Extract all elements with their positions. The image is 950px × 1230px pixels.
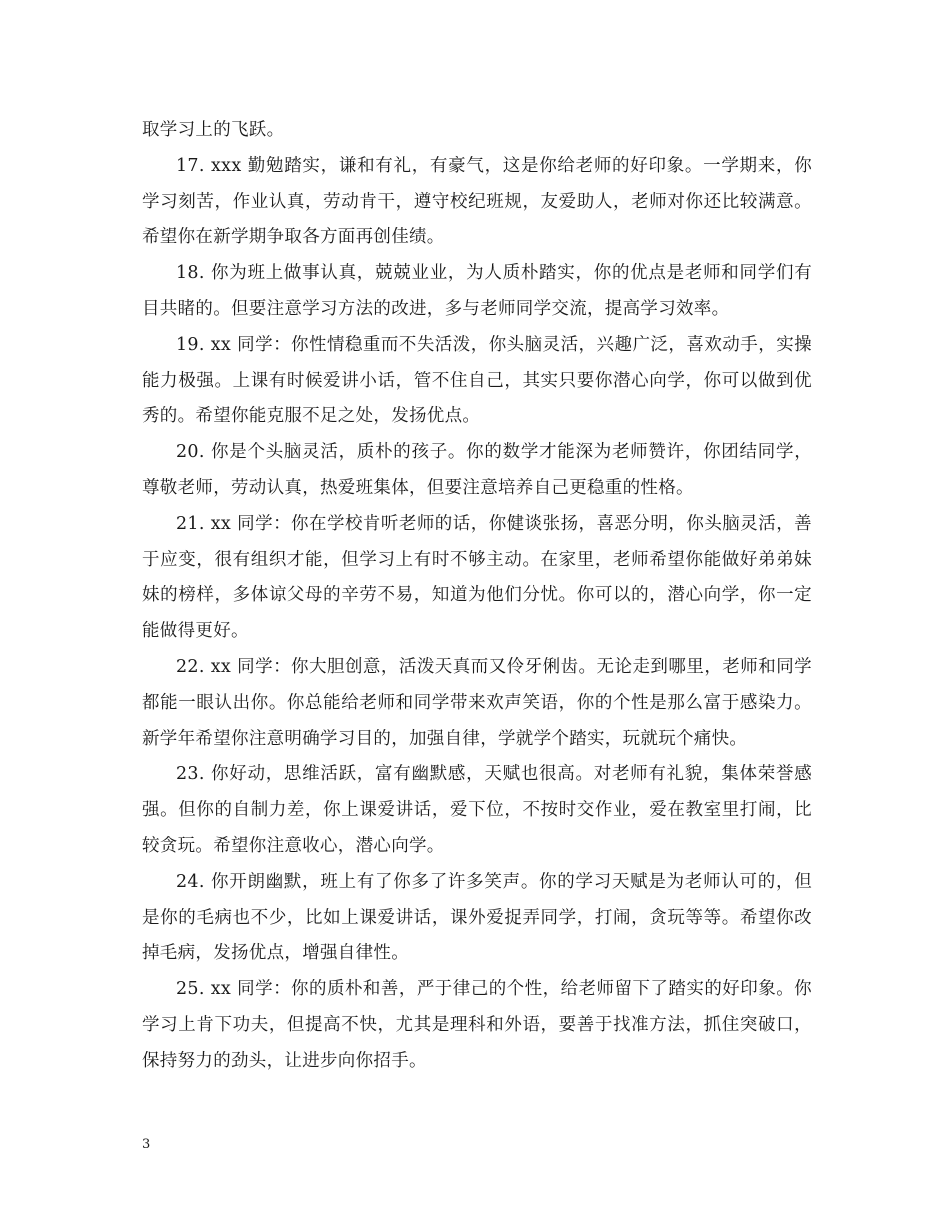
page-number: 3 <box>142 1137 151 1152</box>
comment-paragraph-22: 22. xx 同学：你大胆创意，活泼天真而又伶牙俐齿。无论走到哪里，老师和同学都能一眼认出你。你总能给老师和同学带来欢声笑语，你的个性是那么富于感染力。新学年希望你注意明确学习目的，加强自律，学就学个踏实，玩就玩个痛快。 <box>142 656 812 749</box>
comment-paragraph-18: 18. 你为班上做事认真，兢兢业业，为人质朴踏实，你的优点是老师和同学们有目共睹的。但要注意学习方法的改进，多与老师同学交流，提高学习效率。 <box>142 263 812 319</box>
page-body <box>142 113 812 1080</box>
comment-paragraph-24: 24. 你开朗幽默，班上有了你多了许多笑声。你的学习天赋是为老师认可的，但是你的毛病也不少，比如上课爱讲话，课外爱捉弄同学，打闹，贪玩等等。希望你改掉毛病，发扬优点，增强自律性。 <box>142 871 812 964</box>
comment-paragraph-19: 19. xx 同学：你性情稳重而不失活泼，你头脑灵活，兴趣广泛，喜欢动手，实操能力极强。上课有时候爱讲小话，管不住自己，其实只要你潜心向学，你可以做到优秀的。希望你能克服不足之处，发扬优点。 <box>142 334 812 427</box>
comment-paragraph-20: 20. 你是个头脑灵活，质朴的孩子。你的数学才能深为老师赞许，你团结同学，尊敬老师，劳动认真，热爱班集体，但要注意培养自己更稳重的性格。 <box>142 442 812 498</box>
comment-paragraph-25: 25. xx 同学：你的质朴和善，严于律己的个性，给老师留下了踏实的好印象。你学习上肯下功夫，但提高不快，尤其是理科和外语，要善于找准方法，抓住突破口，保持努力的劲头，让进步向你招手。 <box>142 979 812 1071</box>
comment-paragraph-23: 23. 你好动，思维活跃，富有幽默感，天赋也很高。对老师有礼貌，集体荣誉感强。但你的自制力差，你上课爱讲话，爱下位，不按时交作业，爱在教室里打闹，比较贪玩。希望你注意收心，潜心向学。 <box>142 764 812 856</box>
continuation-paragraph: 取学习上的飞跃。 <box>142 120 285 140</box>
comment-paragraph-21: 21. xx 同学：你在学校肯听老师的话，你健谈张扬，喜恶分明，你头脑灵活，善于应变，很有组织才能，但学习上有时不够主动。在家里，老师希望你能做好弟弟妹妹的榜样，多体谅父母的辛劳不易，知道为他们分忧。你可以的，潜心向学，你一定能做得更好。 <box>142 513 812 642</box>
comment-paragraph-17: 17. xxx 勤勉踏实，谦和有礼，有豪气，这是你给老师的好印象。一学期来，你学习刻苦，作业认真，劳动肯干，遵守校纪班规，友爱助人，老师对你还比较满意。希望你在新学期争取各方面再创佳绩。 <box>142 155 812 248</box>
